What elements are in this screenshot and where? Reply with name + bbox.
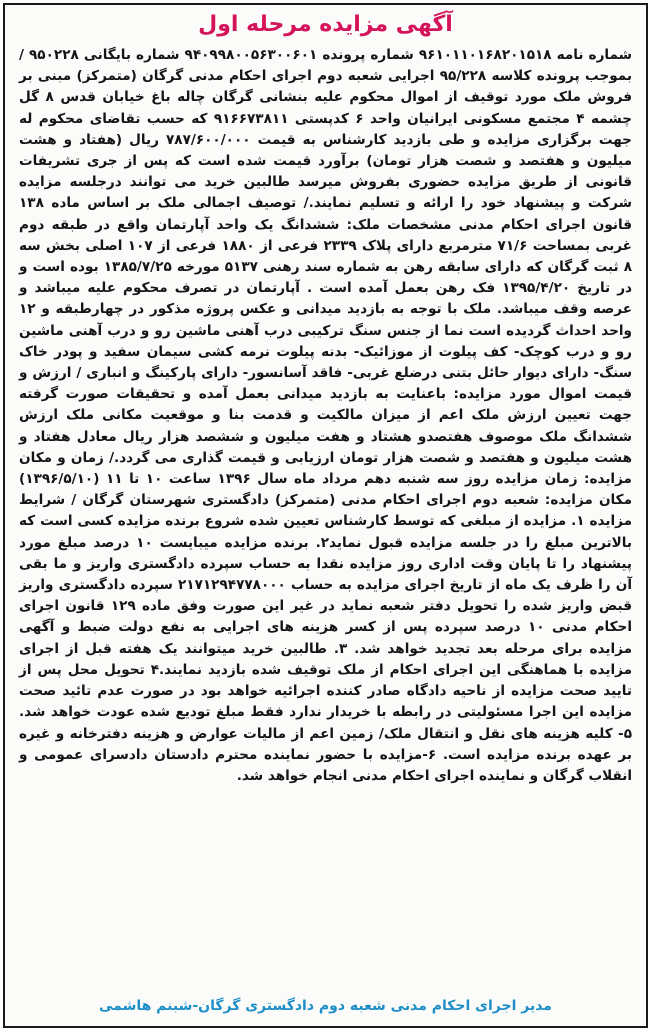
notice-title: آگهی مزایده مرحله اول [198,12,453,37]
notice-signature: مدیر اجرای احکام مدنی شعبه دوم دادگستری گرگان-شبنم هاشمی [99,998,552,1014]
notice-body: شماره نامه ۹۶۱۰۱۱۰۱۶۸۲۰۱۵۱۸ شماره پرونده ۹۴۰۹۹۸۰۰۵۶۳۰۰۶۰۱ شماره بایگانی ۹۵۰۲۲۸ / بموجب پرونده کلاسه ۹۵/۲۲۸ اجرایی شعبه دوم اجرای احکام مدنی گرگان (متمرکز) مبنی بر فروش ملک مورد توقیف از اموال محکوم علیه بنشانی گرگان چاله باغ خیابان قدس ۸ گل چشمه ۴ مجتمع مسکونی ایرانیان واحد ۶ کدپستی ۹۱۶۶۷۳۸۱۱ که حسب تقاضای محکوم له جهت برگزاری مزایده و طی بازدید کارشناس به قیمت ۷۸۷/۶۰۰/۰۰۰ ریال (هفتاد و هشت میلیون و هفتصد و شصت هزار تومان) برآورد قیمت شده است که پس از جری تشریفات قانونی از طریق مزایده حضوری بفروش میرسد طالبین خرید می توانند درجلسه مزایده شرکت و پیشنهاد خود را ارائه و تسلیم نمایند./ توصیف اجمالی ملک بر اساس ماده ۱۳۸ قانون اجرای احکام مدنی مشخصات ملک: ششدانگ یک واحد آپارتمان واقع در طبقه دوم غربی بمساحت ۷۱/۶ مترمربع دارای پلاک ۲۳۳۹ فرعی از ۱۸۸۰ فرعی از ۱۰۷ اصلی بخش سه ۸ ثبت گرگان که دارای سابقه رهن به شماره سند رهنی ۵۱۳۷ مورخه ۱۳۸۵/۷/۲۵ بوده است و در تاریخ ۱۳۹۵/۴/۲۰ فک رهن بعمل آمده است . آپارتمان در تصرف محکوم علیه میباشد و عرصه وقف میباشد. ملک با توجه به بازدید میدانی و عکس پروژه مذکور در چهارطبقه و ۱۲ واحد احداث گردیده است نما از جنس سنگ ترکیبی درب آهنی ماشین رو و درب آهنی ماشین رو و درب کوچک- کف پیلوت از موزائیک- بدنه پیلوت نرمه کشی سیمان سفید و پودر خاک سنگ- دارای دیوار حائل بتنی درضلع غربی- فاقد آسانسور- دارای پارکینگ و انباری / ارزش و قیمت اموال مورد مزایده: باعنایت به بازدید میدانی بعمل آمده و تحقیقات صورت گرفته جهت تعیین ارزش ملک اعم از میزان مالکیت و قدمت بنا و موقعیت مکانی ملک ارزش ششدانگ ملک موصوف هفتصدو هشتاد و هفت میلیون و ششصد هزار ریال معادل هفتاد و هشت میلیون و هفتصد و شصت هزار تومان ارزیابی و قیمت گذاری می گردد./ زمان و مکان مزایده: زمان مزایده روز سه شنبه دهم مرداد ماه سال ۱۳۹۶ ساعت ۱۰ تا ۱۱ (۱۳۹۶/۵/۱۰) مکان مزایده: شعبه دوم اجرای احکام مدنی (متمرکز) دادگستری شهرستان گرگان / شرایط مزایده ۱. مزایده از مبلغی که توسط کارشناس تعیین شده شروع برنده مزایده کسی است که بالاترین مبلغ را در جلسه مزایده قبول نماید۲. برنده مزایده میبایست ۱۰ درصد مبلغ مورد پیشنهاد را تا پایان وقت اداری روز مزایده نقدا به حساب سپرده دادگستری واریز و ما بقی آن را ظرف یک ماه از تاریخ اجرای مزایده به حساب ۲۱۷۱۲۹۴۷۷۸۰۰۰ سپرده دادگستری واریز قبض واریز شده را تحویل دفتر شعبه نماید در غیر این صورت وفق ماده ۱۲۹ قانون اجرای احکام مدنی ۱۰ درصد سپرده پس از کسر هزینه های اجرایی به نفع دولت ضبط و آگهی مزایده برای مرحله بعد تجدید خواهد شد. ۳. طالبین خرید میتوانند یک هفته قبل از اجرای مزایده با هماهنگی این اجرای احکام از ملک توقیف شده بازدید نمایند.۴ تحویل محل پس از تایید صحت مزایده از ناحیه دادگاه صادر کننده اجرائیه خواهد بود در صورت عدم تائید صحت مزایده این اجرا مسئولیتی در رابطه با خریدار ندارد فقط مبلغ تودیع شده عودت خواهد شد. ۵- کلیه هزینه های نقل و انتقال ملک/ زمین اعم از مالیات عوارض و هزینه دفترخانه و غیره بر عهده برنده مزایده است. ۶-مزایده با حضور نماینده محترم دادستان دادسرای عمومی و انقلاب گرگان و نماینده اجرای احکام مدنی انجام خواهد شد. [19,47,633,784]
auction-notice [3,3,648,1028]
